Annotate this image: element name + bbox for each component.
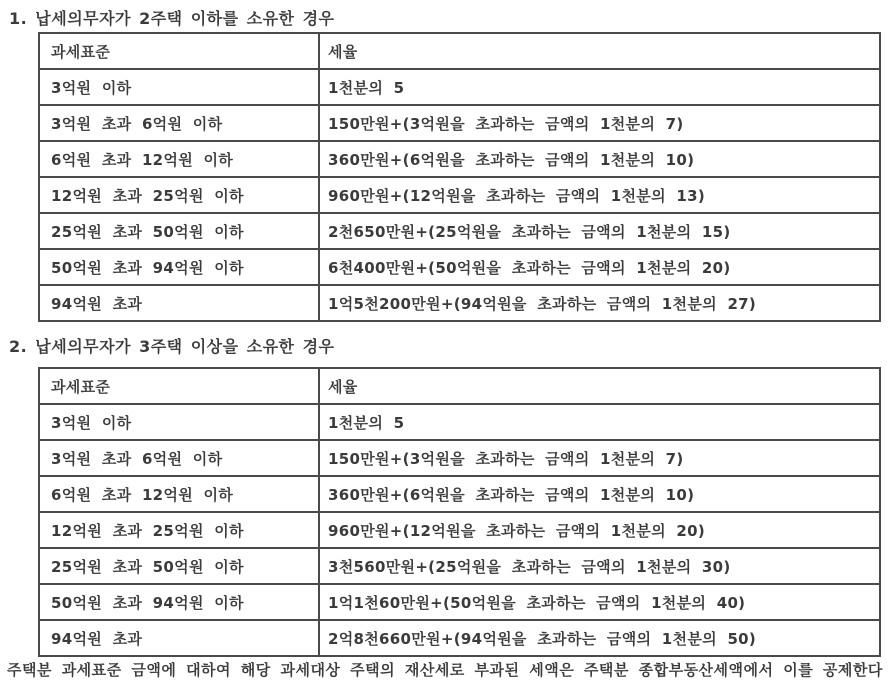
tax-base-cell: 94억원 초과 [39, 285, 319, 321]
tax-rate-cell: 960만원+(12억원을 초과하는 금액의 1천분의 20) [319, 512, 880, 548]
tax-base-cell: 50억원 초과 94억원 이하 [39, 249, 319, 285]
tax-base-header: 과세표준 [39, 368, 319, 404]
tax-base-cell: 12억원 초과 25억원 이하 [39, 512, 319, 548]
table-row [39, 620, 880, 656]
tax-base-header: 과세표준 [39, 33, 319, 69]
table-row [39, 141, 880, 177]
tax-rate-cell: 2억8천660만원+(94억원을 초과하는 금액의 1천분의 50) [319, 620, 880, 656]
table-row [39, 404, 880, 440]
table-row [39, 512, 880, 548]
tax-base-cell: 12억원 초과 25억원 이하 [39, 177, 319, 213]
table-header-row [39, 368, 880, 404]
tax-base-cell: 94억원 초과 [39, 620, 319, 656]
tax-table-three-houses-or-more [38, 367, 881, 657]
tax-base-cell: 3억원 이하 [39, 404, 319, 440]
tax-rate-cell: 1억1천60만원+(50억원을 초과하는 금액의 1천분의 40) [319, 584, 880, 620]
tax-rate-cell: 2천650만원+(25억원을 초과하는 금액의 1천분의 15) [319, 213, 880, 249]
clipped-bottom-text-line: 주택분 과세표준 금액에 대하여 해당 과세대상 주택의 재산세로 부과된 세액은 주택분 종합부동산세액에서 이를 공제한다 [7, 661, 883, 679]
tax-base-cell: 6억원 초과 12억원 이하 [39, 141, 319, 177]
table-row [39, 213, 880, 249]
table-row [39, 548, 880, 584]
tax-rate-cell: 360만원+(6억원을 초과하는 금액의 1천분의 10) [319, 476, 880, 512]
table-row [39, 285, 880, 321]
table-row [39, 69, 880, 105]
section-2-title: 2. 납세의무자가 3주택 이상을 소유한 경우 [9, 337, 335, 356]
tax-base-cell: 3억원 이하 [39, 69, 319, 105]
tax-rate-cell: 1천분의 5 [319, 404, 880, 440]
tax-rate-cell: 3천560만원+(25억원을 초과하는 금액의 1천분의 30) [319, 548, 880, 584]
tax-rate-cell: 6천400만원+(50억원을 초과하는 금액의 1천분의 20) [319, 249, 880, 285]
tax-rate-cell: 360만원+(6억원을 초과하는 금액의 1천분의 10) [319, 141, 880, 177]
section-1-title: 1. 납세의무자가 2주택 이하를 소유한 경우 [9, 9, 335, 28]
tax-rate-cell: 150만원+(3억원을 초과하는 금액의 1천분의 7) [319, 440, 880, 476]
tax-rate-cell: 1천분의 5 [319, 69, 880, 105]
table-row [39, 440, 880, 476]
tax-table-two-houses-or-fewer [38, 32, 881, 322]
tax-base-cell: 50억원 초과 94억원 이하 [39, 584, 319, 620]
tax-rate-header: 세율 [319, 368, 880, 404]
tax-base-cell: 3억원 초과 6억원 이하 [39, 440, 319, 476]
table-header-row [39, 33, 880, 69]
tax-base-cell: 25억원 초과 50억원 이하 [39, 213, 319, 249]
tax-rate-cell: 960만원+(12억원을 초과하는 금액의 1천분의 13) [319, 177, 880, 213]
table-row [39, 249, 880, 285]
table-row [39, 476, 880, 512]
tax-base-cell: 6억원 초과 12억원 이하 [39, 476, 319, 512]
tax-rate-cell: 150만원+(3억원을 초과하는 금액의 1천분의 7) [319, 105, 880, 141]
table-row [39, 105, 880, 141]
tax-rate-cell: 1억5천200만원+(94억원을 초과하는 금액의 1천분의 27) [319, 285, 880, 321]
table-row [39, 177, 880, 213]
tax-base-cell: 25억원 초과 50억원 이하 [39, 548, 319, 584]
tax-base-cell: 3억원 초과 6억원 이하 [39, 105, 319, 141]
table-row [39, 584, 880, 620]
tax-rate-header: 세율 [319, 33, 880, 69]
